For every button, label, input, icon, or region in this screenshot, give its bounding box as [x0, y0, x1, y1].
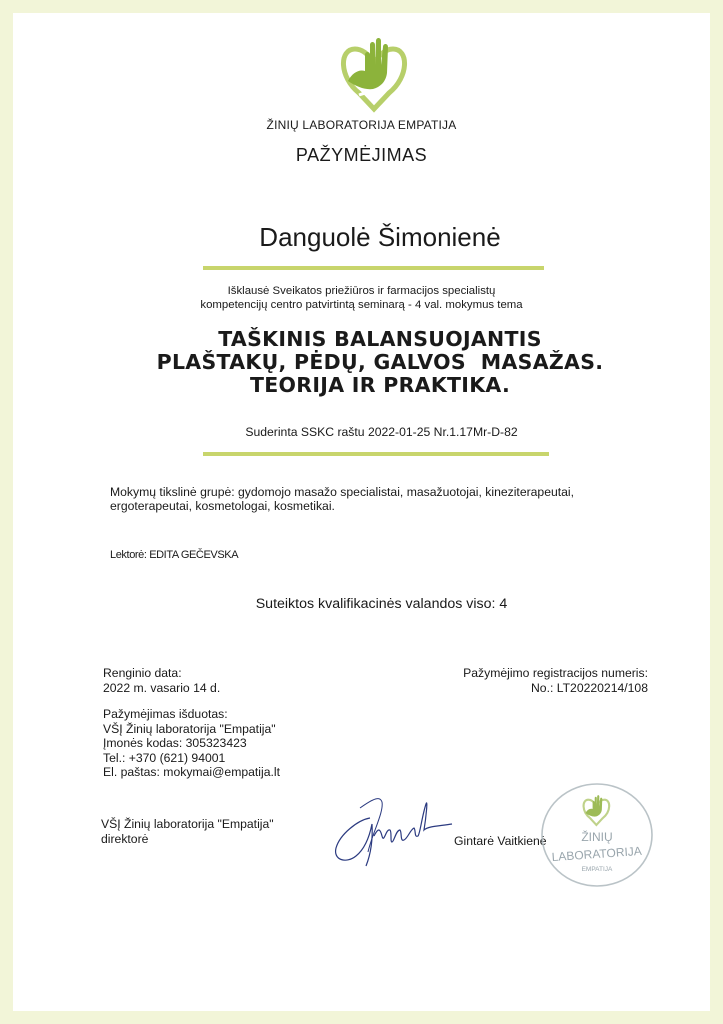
- event-date: [103, 666, 220, 696]
- course-title-line: TAŠKINIS BALANSUOJANTIS: [218, 327, 542, 351]
- course-title-line: TEORIJA IR PRAKTIKA.: [249, 373, 511, 397]
- target-group-line: Mokymų tikslinė grupė: gydomojo masažo specialistai, masažuotojai, kineziterapeutai,: [110, 485, 575, 499]
- organization-name: ŽINIŲ LABORATORIJA EMPATIJA: [266, 118, 457, 132]
- issuer-name: VŠĮ Žinių laboratorija "Empatija": [103, 721, 276, 736]
- registration-label: Pažymėjimo registracijos numeris:: [463, 666, 648, 680]
- issuer-phone: Tel.: +370 (621) 94001: [103, 750, 226, 765]
- stamp-icon: [540, 781, 655, 889]
- registration-number: [380, 666, 648, 696]
- target-group: [110, 485, 630, 513]
- issuer-email: El. paštas: mokymai@empatija.lt: [103, 765, 280, 779]
- course-title: [0, 328, 723, 397]
- registration-value: No.: LT20220214/108: [530, 681, 648, 695]
- lecturer: Lektorė: EDITA GEČEVSKA: [110, 549, 239, 561]
- director-title: direktorė: [101, 832, 149, 846]
- qualification-hours: Suteiktos kvalifikacinės valandos viso: 4: [255, 596, 508, 612]
- intro-line: kompetencijų centro patvirtintą seminarą - 4 val. mokymus tema: [200, 299, 523, 311]
- stamp-line: EMPATIJA: [581, 866, 613, 873]
- divider: [203, 452, 549, 456]
- recipient-name: Danguolė Šimonienė: [259, 222, 501, 252]
- target-group-line: ergoterapeutai, kosmetologai, kosmetikai.: [110, 499, 335, 513]
- issuer-details: [103, 707, 280, 780]
- divider: [203, 266, 544, 270]
- intro-text: [0, 284, 723, 312]
- course-title-line: PLAŠTAKŲ, PĖDŲ, GALVOS MASAŽAS.: [156, 350, 604, 374]
- approval-note: Suderinta SSKC raštu 2022-01-25 Nr.1.17Mr-D-82: [245, 425, 518, 439]
- stamp-line: ŽINIŲ: [581, 830, 613, 844]
- intro-line: Išklausė Sveikatos priežiūros ir farmacijos specialistų: [227, 285, 496, 297]
- signature-icon: [330, 790, 455, 870]
- director-name: Gintarė Vaitkienė: [454, 834, 547, 848]
- issuer-label: Pažymėjimas išduotas:: [103, 707, 228, 721]
- event-date-label: Renginio data:: [103, 666, 182, 680]
- document-title: PAŽYMĖJIMAS: [295, 145, 428, 165]
- event-date-value: 2022 m. vasario 14 d.: [103, 681, 221, 695]
- director-block: [101, 817, 274, 847]
- issuer-company-code: Įmonės kodas: 305323423: [103, 736, 247, 750]
- empatija-logo-icon: [335, 33, 413, 113]
- stamp-line: LABORATORIJA: [551, 843, 643, 865]
- director-org: VŠĮ Žinių laboratorija "Empatija": [101, 817, 274, 831]
